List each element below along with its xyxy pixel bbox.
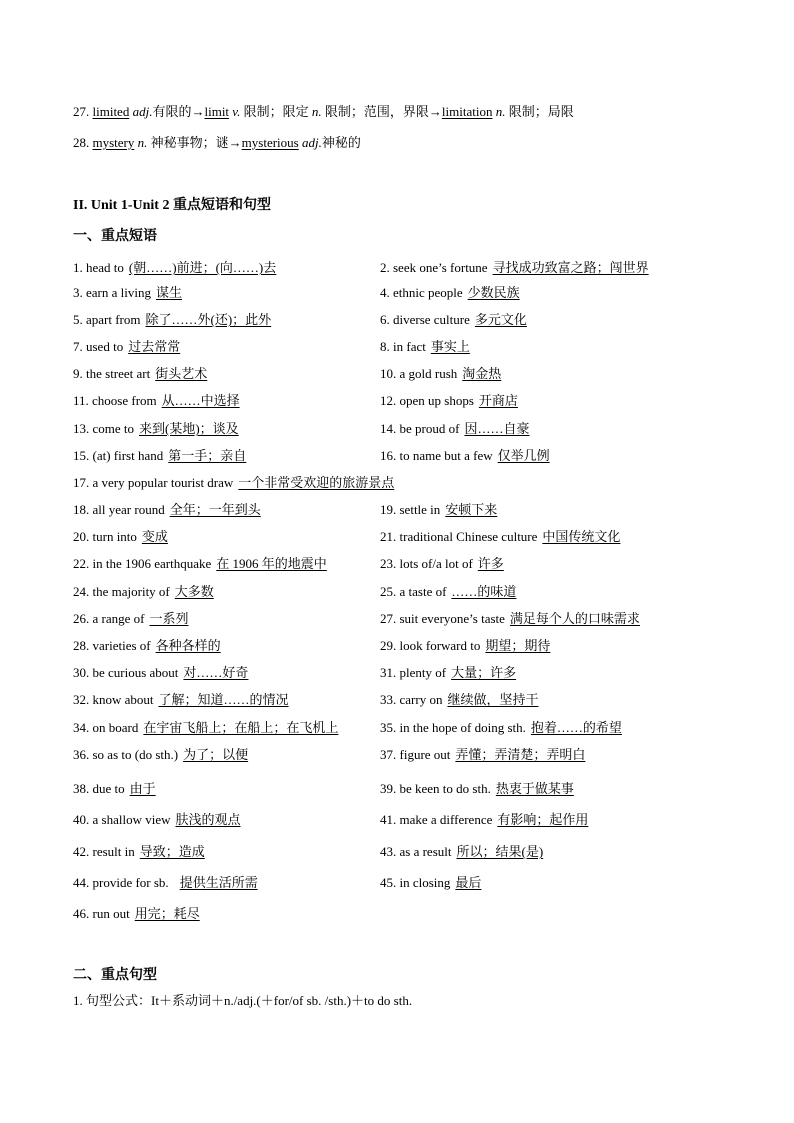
phrase-item xyxy=(73,556,327,572)
phrase-english: 16. to name but a few xyxy=(380,448,493,463)
phrase-item xyxy=(380,692,538,708)
phrase-chinese: 为了；以便 xyxy=(183,747,249,762)
phrase-item xyxy=(380,260,649,276)
phrase-item xyxy=(73,312,271,328)
phrase-english: 24. the majority of xyxy=(73,584,170,599)
phrase-english: 20. turn into xyxy=(73,529,137,544)
phrase-english: 37. figure out xyxy=(380,747,451,762)
phrase-chinese: 安顿下来 xyxy=(445,502,498,517)
phrase-english: 29. look forward to xyxy=(380,638,481,653)
phrase-english: 1. head to xyxy=(73,260,124,275)
phrase-item xyxy=(73,448,246,464)
phrase-chinese: 事实上 xyxy=(430,339,470,354)
phrase-item xyxy=(380,584,516,600)
vocab-word: limited xyxy=(92,104,130,119)
phrase-item xyxy=(73,906,200,922)
phrase-item xyxy=(380,844,543,860)
phrase-chinese: 满足每个人的口味需求 xyxy=(509,611,640,626)
phrase-item xyxy=(380,665,516,681)
phrase-item xyxy=(380,720,622,736)
phrase-chinese: 弄懂；弄清楚；弄明白 xyxy=(455,747,586,762)
phrase-chinese: 对……好奇 xyxy=(183,665,249,680)
part-of-speech: adj. xyxy=(301,135,322,150)
part-of-speech: n. xyxy=(311,104,322,119)
phrase-english: 15. (at) first hand xyxy=(73,448,164,463)
vocab-item-27 xyxy=(73,104,574,120)
phrase-english: 43. as a result xyxy=(380,844,452,859)
phrase-chinese: 少数民族 xyxy=(467,285,520,300)
phrase-item xyxy=(73,844,205,860)
phrase-chinese: 一系列 xyxy=(149,611,189,626)
phrase-english: 32. know about xyxy=(73,692,154,707)
phrase-english: 18. all year round xyxy=(73,502,165,517)
vocab-meaning: 限制；范围，界限→ xyxy=(321,104,442,119)
vocab-item-28 xyxy=(73,135,361,151)
phrase-chinese: 过去常常 xyxy=(128,339,181,354)
phrase-english: 10. a gold rush xyxy=(380,366,458,381)
phrase-item xyxy=(73,421,239,437)
vocab-meaning: 限制；局限 xyxy=(505,104,574,119)
phrase-chinese: ……的味道 xyxy=(451,584,517,599)
phrase-chinese: 街头艺术 xyxy=(155,366,208,381)
phrase-chinese: 大量；许多 xyxy=(451,665,517,680)
part-of-speech: n. xyxy=(495,104,506,119)
vocab-meaning: 限制；限定 xyxy=(240,104,312,119)
phrase-item xyxy=(73,584,214,600)
phrase-english: 17. a very popular tourist draw xyxy=(73,475,234,490)
phrase-english: 3. earn a living xyxy=(73,285,151,300)
phrase-english: 19. settle in xyxy=(380,502,441,517)
phrase-item xyxy=(380,312,527,328)
phrase-english: 23. lots of/a lot of xyxy=(380,556,473,571)
phrase-item xyxy=(73,638,221,654)
phrase-chinese: 谋生 xyxy=(155,285,182,300)
phrase-english: 38. due to xyxy=(73,781,125,796)
phrase-english: 5. apart from xyxy=(73,312,141,327)
vocab-meaning: 有限的→ xyxy=(152,104,205,119)
part-of-speech: adj. xyxy=(132,104,153,119)
phrase-chinese: 由于 xyxy=(129,781,156,796)
phrase-chinese: 淘金热 xyxy=(462,366,502,381)
sentence-pattern-item: 1. 句型公式：It＋系动词＋n./adj.(＋for/of sb. /sth.)＋to do sth. xyxy=(73,993,413,1008)
phrase-english: 28. varieties of xyxy=(73,638,151,653)
phrase-chinese: 寻找成功致富之路；闯世界 xyxy=(492,260,649,275)
phrase-item xyxy=(380,366,501,382)
phrase-item xyxy=(380,421,529,437)
phrase-chinese: 许多 xyxy=(477,556,504,571)
vocab-word: mystery xyxy=(92,135,135,150)
phrase-item xyxy=(73,747,248,763)
phrase-item xyxy=(380,285,520,301)
phrase-item xyxy=(380,875,481,891)
phrase-english: 31. plenty of xyxy=(380,665,447,680)
part-of-speech: v. xyxy=(232,104,241,119)
phrase-chinese: 抱着……的希望 xyxy=(530,720,622,735)
sentences-heading: 二、重点句型 xyxy=(73,968,157,983)
phrase-item xyxy=(73,339,180,355)
phrase-item xyxy=(380,448,550,464)
phrase-english: 4. ethnic people xyxy=(380,285,463,300)
phrase-english: 39. be keen to do sth. xyxy=(380,781,491,796)
phrase-chinese: 开商店 xyxy=(478,393,518,408)
phrase-chinese: 一个非常受欢迎的旅游景点 xyxy=(238,475,395,490)
phrase-chinese: 变成 xyxy=(141,529,168,544)
phrase-item xyxy=(73,720,338,736)
phrase-item xyxy=(380,611,640,627)
vocab-word: mysterious xyxy=(241,135,299,150)
phrase-english: 42. result in xyxy=(73,844,135,859)
phrase-chinese: 有影响；起作用 xyxy=(497,812,589,827)
phrase-chinese: 大多数 xyxy=(174,584,214,599)
phrase-english: 21. traditional Chinese culture xyxy=(380,529,538,544)
phrase-item xyxy=(73,781,156,797)
phrase-chinese: 继续做，坚持干 xyxy=(447,692,539,707)
vocab-number: 27. xyxy=(73,104,90,119)
phrase-item xyxy=(73,665,248,681)
phrase-chinese: 期望；期待 xyxy=(485,638,551,653)
phrase-english: 7. used to xyxy=(73,339,124,354)
phrase-english: 27. suit everyone’s taste xyxy=(380,611,505,626)
phrase-item xyxy=(380,812,588,828)
phrase-item xyxy=(380,339,470,355)
phrase-item xyxy=(380,393,518,409)
phrase-english: 13. come to xyxy=(73,421,135,436)
phrase-item xyxy=(380,556,504,572)
phrase-english: 45. in closing xyxy=(380,875,451,890)
phrase-english: 34. on board xyxy=(73,720,139,735)
phrase-english: 11. choose from xyxy=(73,393,157,408)
phrase-chinese: 因……自豪 xyxy=(464,421,530,436)
phrase-item xyxy=(380,638,550,654)
phrase-english: 33. carry on xyxy=(380,692,443,707)
phrase-chinese: 在宇宙飞船上；在船上；在飞机上 xyxy=(143,720,339,735)
phrase-english: 26. a range of xyxy=(73,611,145,626)
phrase-item xyxy=(73,611,188,627)
phrase-item xyxy=(73,502,261,518)
vocab-meaning: 神秘的 xyxy=(321,135,361,150)
phrase-english: 2. seek one’s fortune xyxy=(380,260,488,275)
phrase-english: 41. make a difference xyxy=(380,812,493,827)
phrase-english: 12. open up shops xyxy=(380,393,474,408)
phrase-english: 46. run out xyxy=(73,906,130,921)
section-title: II. Unit 1-Unit 2 重点短语和句型 xyxy=(73,198,271,213)
phrase-english: 36. so as to (do sth.) xyxy=(73,747,179,762)
phrase-english: 40. a shallow view xyxy=(73,812,171,827)
part-of-speech: n. xyxy=(137,135,148,150)
phrase-chinese: 提供生活所需 xyxy=(179,875,258,890)
vocab-meaning: 神秘事物；谜→ xyxy=(147,135,242,150)
phrase-item xyxy=(380,529,620,545)
phrase-item xyxy=(73,366,207,382)
phrase-chinese: 从……中选择 xyxy=(161,393,240,408)
phrase-chinese: 导致；造成 xyxy=(139,844,205,859)
phrase-chinese: 热衷于做某事 xyxy=(495,781,574,796)
phrase-item xyxy=(73,692,289,708)
phrase-english: 30. be curious about xyxy=(73,665,179,680)
phrase-chinese: 多元文化 xyxy=(474,312,527,327)
phrase-english: 25. a taste of xyxy=(380,584,447,599)
phrase-item xyxy=(73,529,168,545)
phrase-item xyxy=(73,875,258,891)
phrases-heading: 一、重点短语 xyxy=(73,229,157,244)
phrase-english: 44. provide for sb. xyxy=(73,875,169,890)
phrase-chinese: 中国传统文化 xyxy=(542,529,621,544)
phrase-english: 14. be proud of xyxy=(380,421,460,436)
phrase-chinese: (朝……)前进；(向……)去 xyxy=(128,260,277,275)
phrase-chinese: 用完；耗尽 xyxy=(134,906,200,921)
phrase-chinese: 在 1906 年的地震中 xyxy=(216,556,327,571)
phrase-item xyxy=(380,502,497,518)
phrase-chinese: 仅举几例 xyxy=(497,448,550,463)
vocab-number: 28. xyxy=(73,135,90,150)
phrase-chinese: 全年；一年到头 xyxy=(169,502,261,517)
phrase-english: 9. the street art xyxy=(73,366,151,381)
phrase-english: 22. in the 1906 earthquake xyxy=(73,556,212,571)
phrase-chinese: 第一手；亲自 xyxy=(168,448,247,463)
phrase-chinese: 最后 xyxy=(455,875,482,890)
phrase-item xyxy=(73,260,276,276)
phrase-item xyxy=(73,285,182,301)
vocab-word: limit xyxy=(204,104,230,119)
phrase-chinese: 来到(某地)；谈及 xyxy=(139,421,239,436)
phrase-item xyxy=(73,812,241,828)
phrase-item xyxy=(73,475,394,491)
phrase-english: 35. in the hope of doing sth. xyxy=(380,720,526,735)
phrase-chinese: 所以；结果(是) xyxy=(456,844,544,859)
phrase-item xyxy=(380,747,585,763)
phrase-chinese: 各种各样的 xyxy=(155,638,221,653)
phrase-chinese: 除了……外(还)；此外 xyxy=(145,312,272,327)
vocab-word: limitation xyxy=(441,104,493,119)
phrase-item xyxy=(73,393,240,409)
phrase-chinese: 肤浅的观点 xyxy=(175,812,241,827)
phrase-item xyxy=(380,781,574,797)
phrase-english: 6. diverse culture xyxy=(380,312,470,327)
phrase-english: 8. in fact xyxy=(380,339,426,354)
phrase-chinese: 了解；知道……的情况 xyxy=(158,692,289,707)
